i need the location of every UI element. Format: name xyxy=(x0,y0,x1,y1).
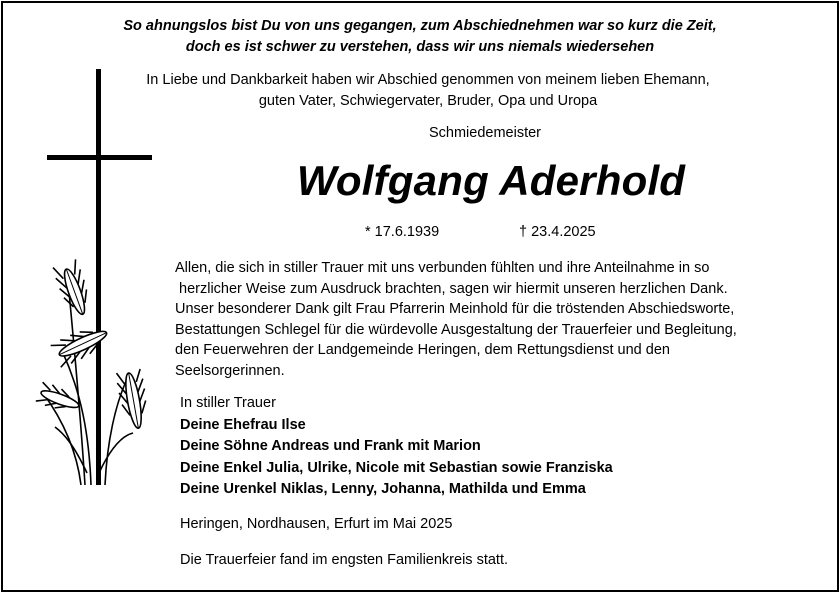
thanks-line: den Feuerwehren der Landgemeinde Heringen, dem Rettungsdienst und den xyxy=(175,342,670,359)
death-date: † 23.4.2025 xyxy=(519,224,596,240)
birth-date: * 17.6.1939 xyxy=(365,224,440,240)
intro-line-1: In Liebe und Dankbarkeit haben wir Abschied genommen von meinem lieben Ehemann, xyxy=(146,72,710,88)
intro-text xyxy=(133,70,723,112)
wheat-icon xyxy=(35,259,151,485)
mourner-line: Deine Ehefrau Ilse xyxy=(180,416,306,433)
mourner-line: Deine Enkel Julia, Ulrike, Nicole mit Sebastian sowie Franziska xyxy=(180,459,613,476)
mourners-list xyxy=(180,393,740,501)
deceased-name: Wolfgang Aderhold xyxy=(296,157,686,204)
thanks-line: Bestattungen Schlegel für die würdevolle Ausgestaltung der Trauerfeier und Begleitung, xyxy=(175,321,737,338)
motto-line-2: doch es ist schwer zu verstehen, dass wir uns niemals wiedersehen xyxy=(185,39,655,55)
thanks-line: Seelsorgerinnen. xyxy=(175,362,285,379)
thanks-paragraph xyxy=(175,258,795,382)
thanks-line: herzlicher Weise zum Ausdruck brachten, sagen wir hiermit unseren herzlichen Dank. xyxy=(175,280,728,297)
thanks-line: Allen, die sich in stiller Trauer mit uns verbunden fühlten und ihre Anteilnahme in so xyxy=(175,260,710,276)
motto xyxy=(3,16,837,58)
mourner-line: Deine Urenkel Niklas, Lenny, Johanna, Mathilda und Emma xyxy=(180,481,586,497)
place-and-date: Heringen, Nordhausen, Erfurt im Mai 2025 xyxy=(180,516,453,532)
intro-line-2: guten Vater, Schwiegervater, Bruder, Opa und Uropa xyxy=(258,93,598,109)
mourner-line: Deine Söhne Andreas und Frank mit Marion xyxy=(180,438,481,454)
obituary-card xyxy=(1,1,839,592)
mourners-heading: In stiller Trauer xyxy=(180,395,276,411)
profession: Schmiedemeister xyxy=(428,125,541,141)
motto-line-1: So ahnungslos bist Du von uns gegangen, zum Abschiednehmen war so kurz die Zeit, xyxy=(123,18,717,34)
thanks-line: Unser besonderer Dank gilt Frau Pfarrerin Meinhold für die tröstenden Abschiedsworte, xyxy=(175,301,735,318)
funeral-note: Die Trauerfeier fand im engsten Familienkreis statt. xyxy=(180,552,508,568)
